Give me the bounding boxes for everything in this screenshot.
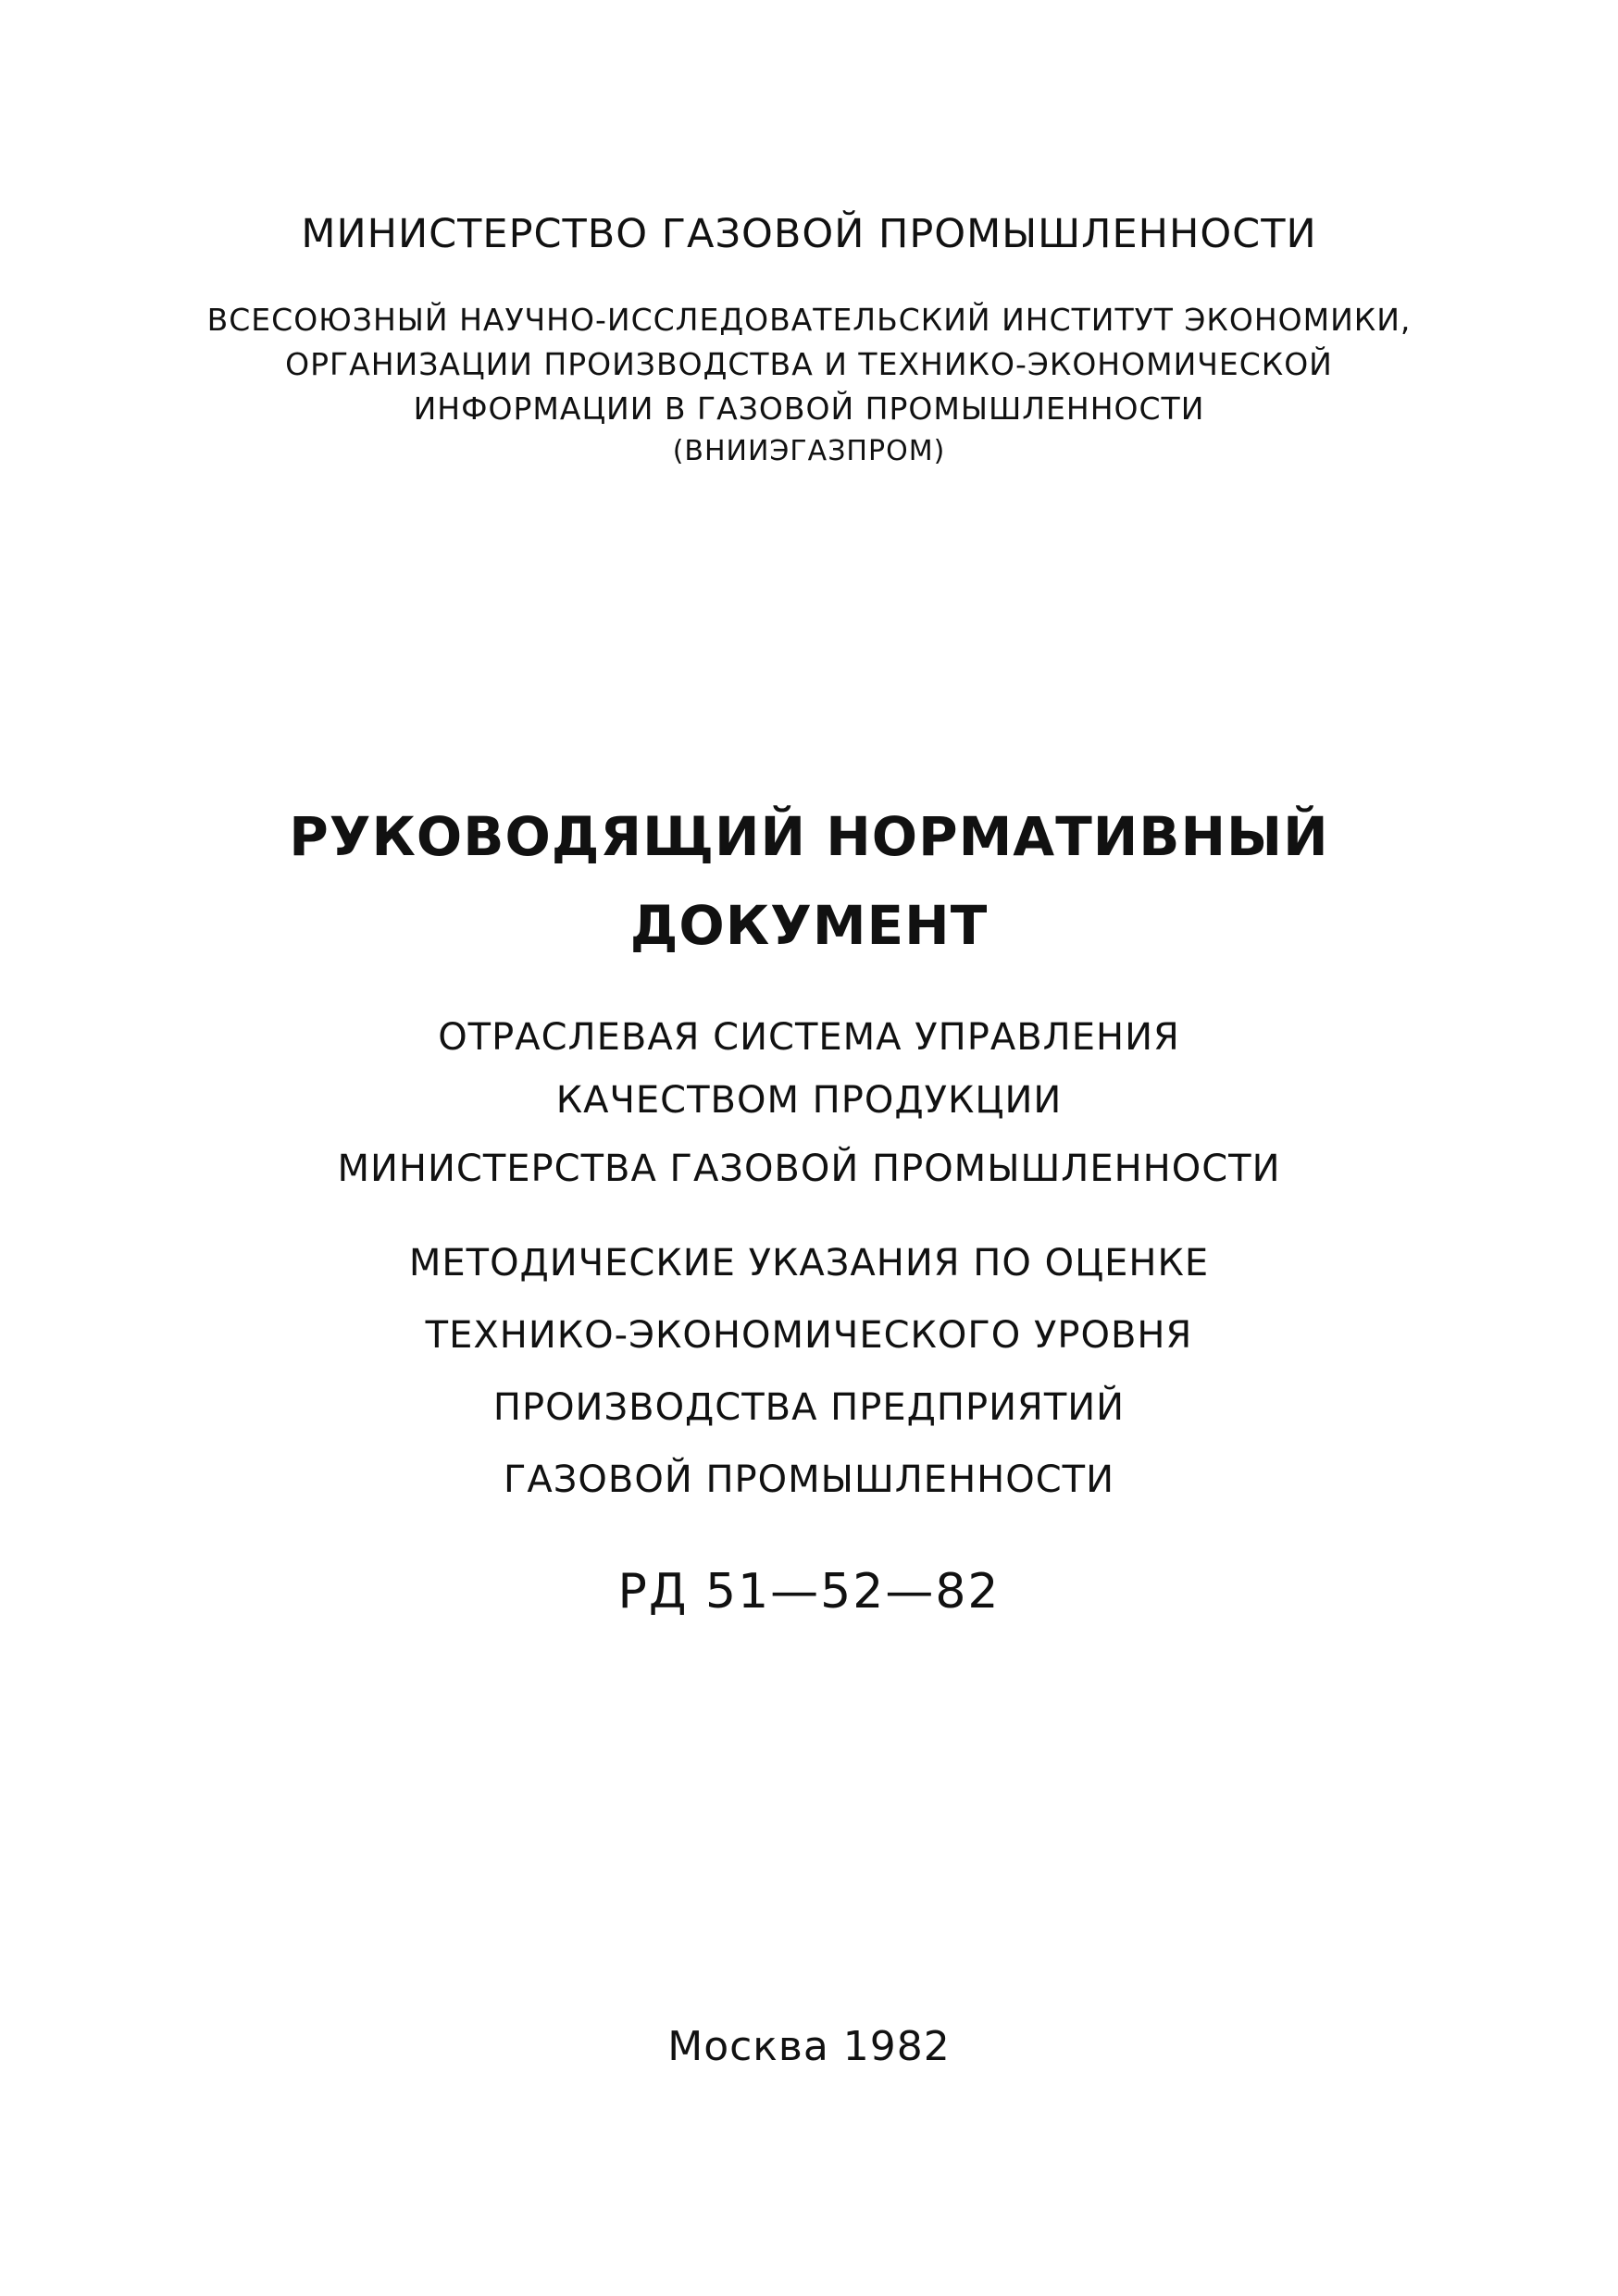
institute-line-3: ИНФОРМАЦИИ В ГАЗОВОЙ ПРОМЫШЛЕННОСТИ — [413, 391, 1205, 427]
institute-line-1: ВСЕСОЮЗНЫЙ НАУЧНО-ИССЛЕДОВАТЕЛЬСКИЙ ИНСТИТУТ ЭКОНОМИКИ, — [206, 302, 1412, 338]
system-line-3: МИНИСТЕРСТВА ГАЗОВОЙ ПРОМЫШЛЕННОСТИ — [337, 1148, 1281, 1190]
document-code: РД 51—52—82 — [617, 1564, 1001, 1620]
method-line-2: ТЕХНИКО-ЭКОНОМИЧЕСКОГО УРОВНЯ — [425, 1314, 1193, 1357]
document-title-line-1: РУКОВОДЯЩИЙ НОРМАТИВНЫЙ — [289, 805, 1329, 868]
method-line-3: ПРОИЗВОДСТВА ПРЕДПРИЯТИЙ — [492, 1386, 1126, 1429]
system-line-2: КАЧЕСТВОМ ПРОДУКЦИИ — [555, 1079, 1063, 1122]
institute-abbreviation: (ВНИИЭГАЗПРОМ) — [672, 435, 946, 467]
method-line-4: ГАЗОВОЙ ПРОМЫШЛЕННОСТИ — [504, 1458, 1114, 1501]
system-line-1: ОТРАСЛЕВАЯ СИСТЕМА УПРАВЛЕНИЯ — [438, 1016, 1180, 1059]
ministry-heading: МИНИСТЕРСТВО ГАЗОВОЙ ПРОМЫШЛЕННОСТИ — [301, 211, 1317, 257]
institute-line-2: ОРГАНИЗАЦИИ ПРОИЗВОДСТВА И ТЕХНИКО-ЭКОНОМИЧЕСКОЙ — [285, 346, 1333, 382]
imprint: Москва 1982 — [667, 2023, 951, 2070]
document-title-line-2: ДОКУМЕНТ — [629, 894, 989, 957]
method-line-1: МЕТОДИЧЕСКИЕ УКАЗАНИЯ ПО ОЦЕНКЕ — [408, 1242, 1210, 1285]
